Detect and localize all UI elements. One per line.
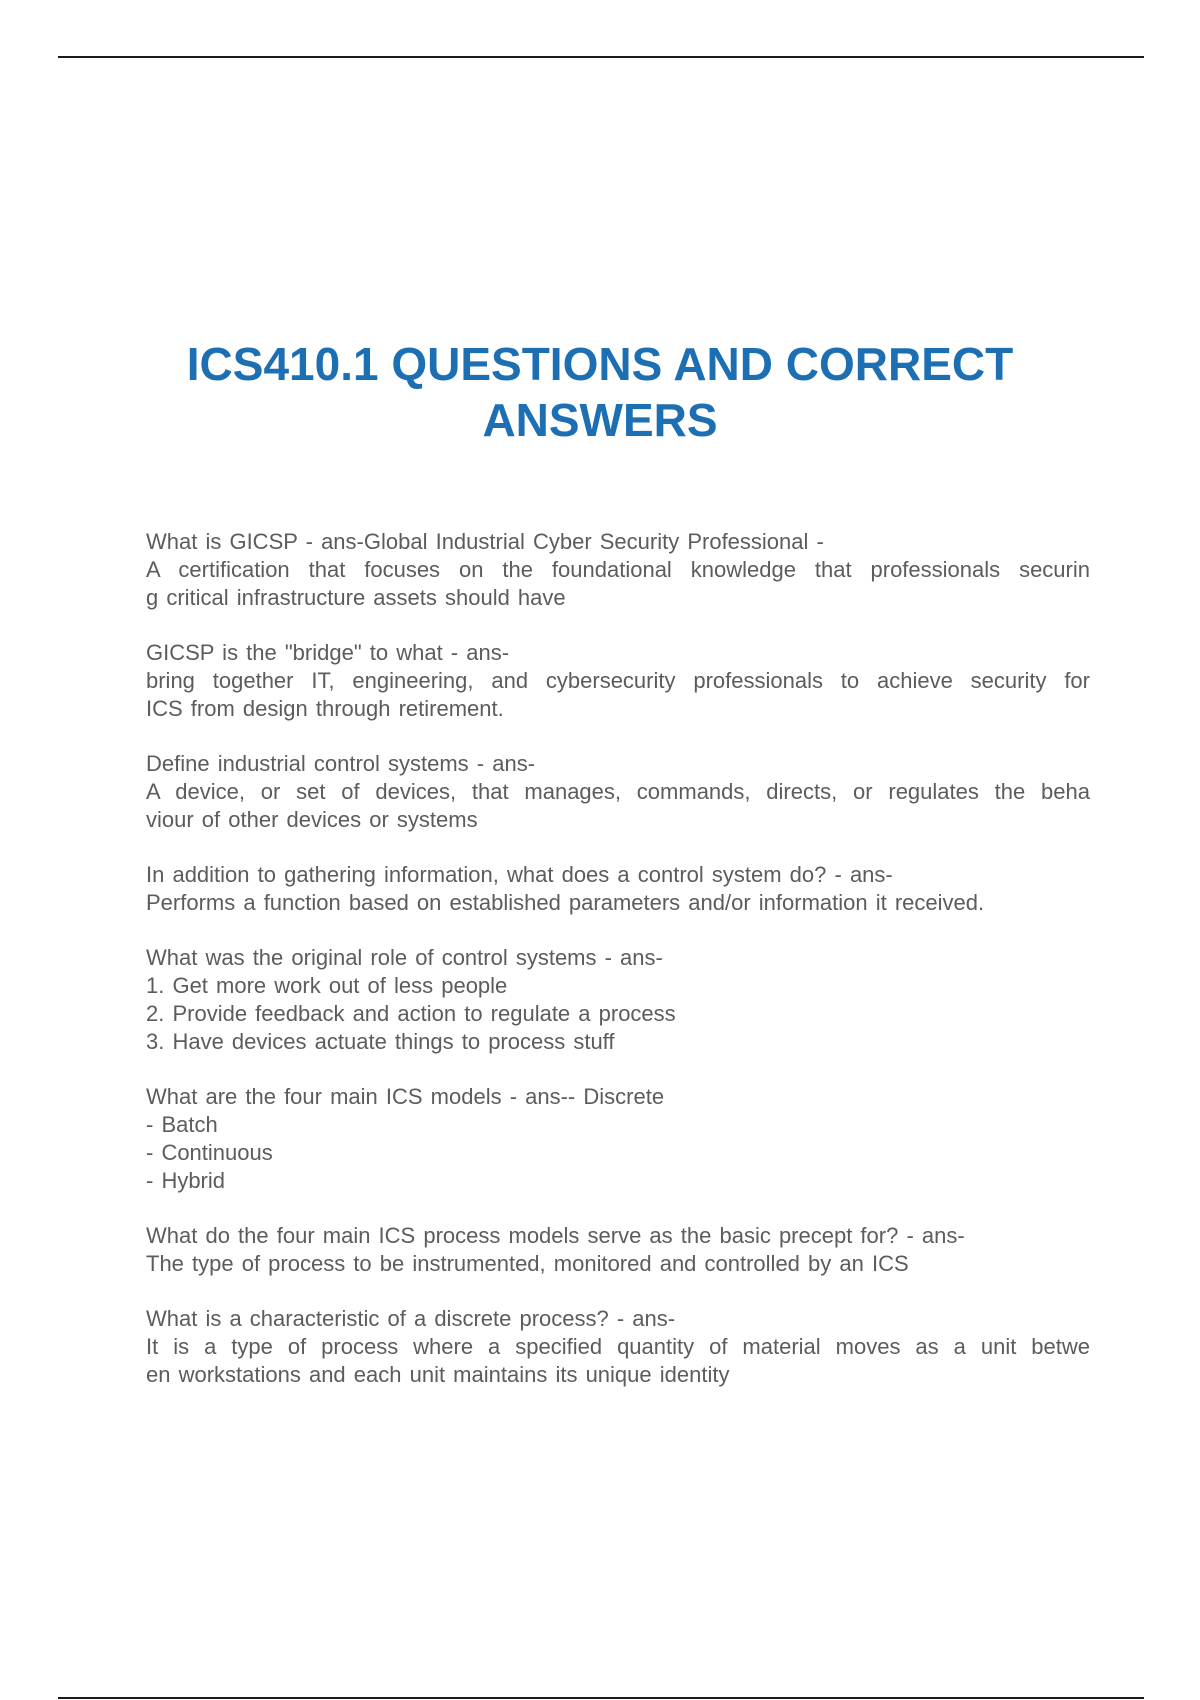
answer-line: bring together IT, engineering, and cybersecurity professionals to achieve security for <box>146 668 1090 693</box>
qa-item <box>146 750 1090 834</box>
document-title <box>100 336 1100 448</box>
answer-line: 2. Provide feedback and action to regulate a process <box>146 1001 676 1026</box>
qa-item <box>146 861 1090 917</box>
question-line: What is GICSP - ans-Global Industrial Cyber Security Professional - <box>146 529 824 554</box>
answer-line: A certification that focuses on the foundational knowledge that professionals securin <box>146 557 1090 582</box>
title-line: ANSWERS <box>482 394 718 446</box>
answer-line: en workstations and each unit maintains its unique identity <box>146 1362 730 1387</box>
qa-item <box>146 1222 1090 1278</box>
answer-line: 1. Get more work out of less people <box>146 973 508 998</box>
qa-list <box>146 528 1090 1416</box>
answer-line: viour of other devices or systems <box>146 807 478 832</box>
qa-item <box>146 1083 1090 1195</box>
qa-item <box>146 1305 1090 1389</box>
title-line: ICS410.1 QUESTIONS AND CORRECT <box>186 338 1014 390</box>
question-line: What is a characteristic of a discrete process? - ans- <box>146 1306 676 1331</box>
answer-line: A device, or set of devices, that manages, commands, directs, or regulates the beha <box>146 779 1090 804</box>
answer-line: g critical infrastructure assets should have <box>146 585 566 610</box>
question-line: In addition to gathering information, what does a control system do? - ans- <box>146 862 893 887</box>
question-line: What was the original role of control systems - ans- <box>146 945 663 970</box>
answer-line: It is a type of process where a specified quantity of material moves as a unit betwe <box>146 1334 1090 1359</box>
question-line: GICSP is the "bridge" to what - ans- <box>146 640 510 665</box>
answer-line: The type of process to be instrumented, monitored and controlled by an ICS <box>146 1251 909 1276</box>
answer-line: - Batch <box>146 1112 218 1137</box>
question-line: Define industrial control systems - ans- <box>146 751 536 776</box>
question-line: What do the four main ICS process models serve as the basic precept for? - ans- <box>146 1223 965 1248</box>
answer-line: ICS from design through retirement. <box>146 696 504 721</box>
top-rule <box>58 56 1144 58</box>
answer-line: Performs a function based on established parameters and/or information it received. <box>146 890 985 915</box>
answer-line: - Continuous <box>146 1140 273 1165</box>
bottom-rule <box>58 1697 1144 1699</box>
question-line: What are the four main ICS models - ans-- Discrete <box>146 1084 665 1109</box>
answer-line: - Hybrid <box>146 1168 226 1193</box>
qa-item <box>146 528 1090 612</box>
answer-line: 3. Have devices actuate things to process stuff <box>146 1029 615 1054</box>
qa-item <box>146 944 1090 1056</box>
qa-item <box>146 639 1090 723</box>
